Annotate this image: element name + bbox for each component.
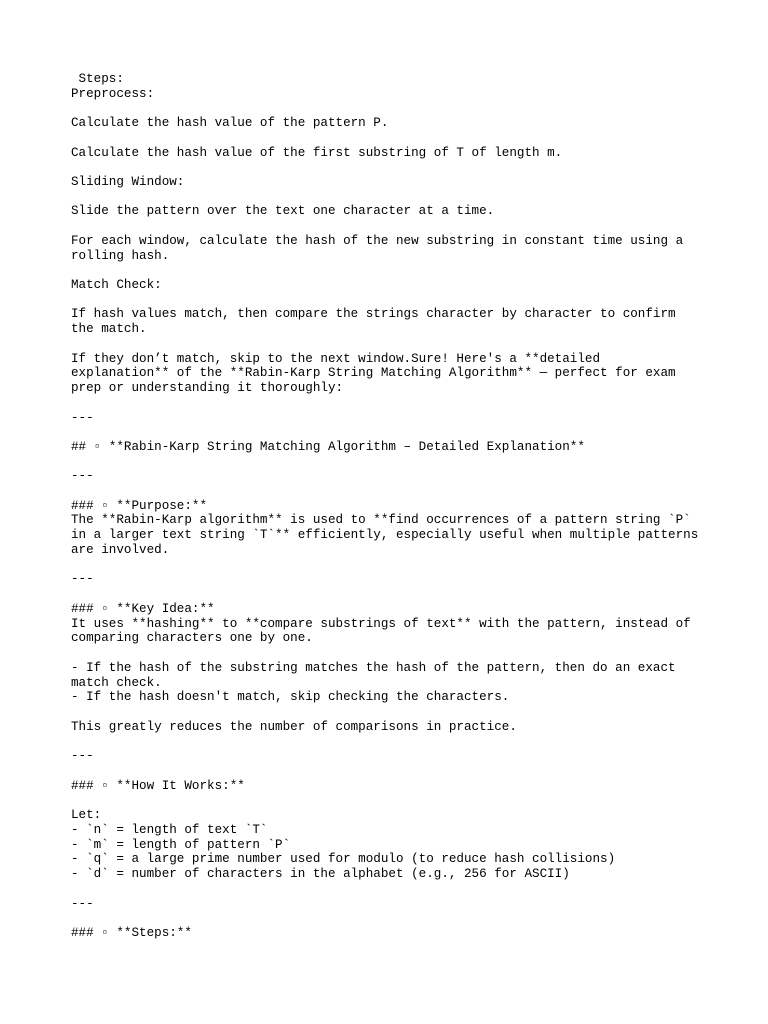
text-line: comparing characters one by one. — [71, 631, 313, 646]
text-line: Sliding Window: — [71, 174, 185, 189]
text-line: If they don’t match, skip to the next window.Sure! Here's a **detailed — [71, 351, 601, 366]
list-item: - `d` = number of characters in the alphabet (e.g., 256 for ASCII) — [71, 867, 570, 882]
list-item: - `n` = length of text `T` — [71, 822, 268, 837]
heading-line: ## ▫ **Rabin-Karp String Matching Algorithm – Detailed Explanation** — [71, 439, 585, 454]
text-line: are involved. — [71, 543, 170, 558]
separator-line: --- — [71, 410, 94, 425]
blank-line — [71, 587, 711, 602]
heading-line: ### ▫ **How It Works:** — [71, 778, 245, 793]
blank-line — [71, 793, 711, 808]
text-line: If hash values match, then compare the strings character by character to confirm — [71, 307, 676, 322]
text-line: Calculate the hash value of the first substring of T of length m. — [71, 145, 563, 160]
separator-line: --- — [71, 749, 94, 764]
blank-line — [71, 646, 711, 661]
blank-line — [71, 882, 711, 897]
list-item: - `q` = a large prime number used for modulo (to reduce hash collisions) — [71, 852, 616, 867]
text-line: Let: — [71, 807, 102, 822]
blank-line — [71, 263, 711, 278]
blank-line — [71, 160, 711, 175]
text-line: explanation** of the **Rabin-Karp String Matching Algorithm** — perfect for exam — [71, 366, 676, 381]
blank-line — [71, 484, 711, 499]
blank-line — [71, 131, 711, 146]
text-line: The **Rabin-Karp algorithm** is used to **find occurrences of a pattern string `P` — [71, 513, 691, 528]
text-line: This greatly reduces the number of comparisons in practice. — [71, 719, 517, 734]
blank-line — [71, 735, 711, 750]
heading-line: ### ▫ **Steps:** — [71, 925, 192, 940]
text-line: For each window, calculate the hash of the new substring in constant time using a — [71, 233, 684, 248]
blank-line — [71, 219, 711, 234]
separator-line: --- — [71, 572, 94, 587]
blank-line — [71, 705, 711, 720]
blank-line — [71, 558, 711, 573]
separator-line: --- — [71, 469, 94, 484]
list-item: - `m` = length of pattern `P` — [71, 837, 291, 852]
blank-line — [71, 337, 711, 352]
text-line: prep or understanding it thoroughly: — [71, 381, 344, 396]
blank-line — [71, 455, 711, 470]
heading-line: ### ▫ **Key Idea:** — [71, 601, 215, 616]
text-line: Match Check: — [71, 277, 162, 292]
separator-line: --- — [71, 896, 94, 911]
blank-line — [71, 293, 711, 308]
list-item: - If the hash doesn't match, skip checking the characters. — [71, 690, 510, 705]
text-line: in a larger text string `T`** efficiently, especially useful when multiple patterns — [71, 528, 699, 543]
heading-line: ### ▫ **Purpose:** — [71, 498, 208, 513]
blank-line — [71, 425, 711, 440]
text-line: It uses **hashing** to **compare substrings of text** with the pattern, instead of — [71, 616, 691, 631]
blank-line — [71, 102, 711, 117]
text-line: rolling hash. — [71, 248, 170, 263]
text-line: the match. — [71, 322, 147, 337]
text-line: Preprocess: — [71, 86, 155, 101]
document-page — [71, 72, 711, 941]
blank-line — [71, 190, 711, 205]
text-line: Steps: — [71, 72, 124, 86]
blank-line — [71, 764, 711, 779]
list-item: - If the hash of the substring matches the hash of the pattern, then do an exact — [71, 660, 676, 675]
blank-line — [71, 911, 711, 926]
list-item-continuation: match check. — [71, 675, 162, 690]
text-line: Slide the pattern over the text one character at a time. — [71, 204, 495, 219]
blank-line — [71, 396, 711, 411]
text-line: Calculate the hash value of the pattern P. — [71, 116, 389, 131]
